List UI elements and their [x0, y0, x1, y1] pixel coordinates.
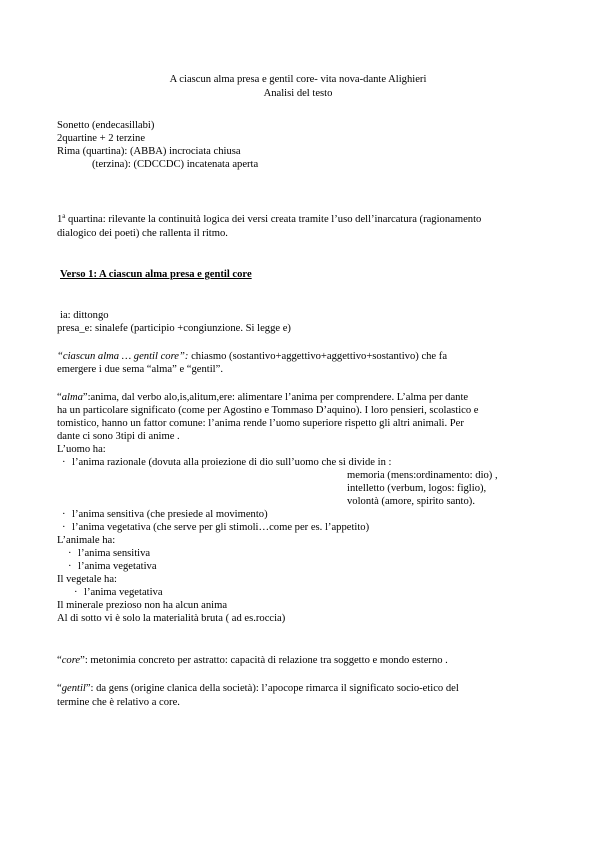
chiasmo-quote: “ciascun alma … gentil core”: [57, 351, 189, 362]
list-heading: Il vegetale ha: [57, 574, 117, 585]
alma-term: alma [61, 392, 83, 403]
list-item: l’anima sensitiva (che presiede al movimento) [72, 509, 268, 520]
alma-line: tomistico, hanno un fattor comune: l’anima rende l’uomo superiore rispetto gli altri animali. Per [57, 418, 464, 429]
list-item: l’anima vegetativa [78, 561, 157, 572]
core-text: ”: metonimia concreto per astratto: capacità di relazione tra soggetto e mondo esterno . [80, 655, 448, 666]
alma-line: ha un particolare significato (come per Agostino e Tommaso D’aquino). I loro pensieri, scolastico e [57, 405, 479, 416]
alma-text: ”:anima, dal verbo alo,is,alitum,ere: alimentare l’anima per comprendere. L’alma per dante [82, 392, 469, 403]
quote-mark: “ [57, 683, 62, 694]
chiasmo-line: emergere i due sema “alma” e “gentil”. [57, 364, 223, 375]
text-line: Al di sotto vi è solo la materialità bruta ( ad es.roccia) [57, 613, 286, 624]
intro-line: Sonetto (endecasillabi) [57, 120, 155, 131]
alma-line: dante ci sono 3tipi di anime . [57, 431, 180, 442]
document-subtitle: Analisi del testo [263, 88, 333, 99]
quartina-text: quartina: rilevante la continuità logica dei versi creata tramite l’uso dell’inarcatura (ragionamento [65, 214, 482, 225]
gentil-line [57, 682, 459, 695]
note-line: ia: dittongo [60, 310, 109, 321]
sub-list-item: volontà (amore, spirito santo). [347, 496, 475, 507]
quartina-number: 1 [57, 214, 63, 225]
chiasmo-text: chiasmo (sostantivo+aggettivo+aggettivo+sostantivo) che fa [188, 351, 448, 362]
intro-line: 2quartine + 2 terzine [57, 133, 146, 144]
list-item: l’anima sensitiva [78, 548, 151, 559]
bullet-icon: · [74, 587, 78, 598]
list-item: l’anima vegetativa [84, 587, 163, 598]
verso-heading: Verso 1: A ciascun alma presa e gentil core [60, 269, 252, 280]
note-line: presa_e: sinalefe (participio +congiunzione. Si legge e) [57, 323, 291, 334]
document-title: A ciascun alma presa e gentil core- vita nova-dante Alighieri [169, 74, 427, 85]
quote-mark: “ [57, 655, 62, 666]
bullet-icon: · [62, 457, 66, 468]
gentil-line: termine che è relativo a core. [57, 697, 180, 708]
quartina-superscript: a [62, 212, 66, 220]
sub-list-item: intelletto (verbum, logos: figlio), [347, 483, 487, 494]
gentil-text: ”: da gens (origine clanica della società): l’apocope rimarca il significato socio-etico del [85, 683, 459, 694]
list-item: l’anima razionale (dovuta alla proiezione di dio sull’uomo che si divide in : [72, 457, 392, 468]
text-line: Il minerale prezioso non ha alcun anima [57, 600, 228, 611]
bullet-icon: · [68, 548, 72, 559]
sub-list-item: memoria (mens:ordinamento: dio) , [347, 470, 498, 481]
bullet-icon: · [62, 509, 66, 520]
core-term: core [61, 655, 81, 666]
gentil-term: gentil [61, 683, 86, 694]
intro-line: (terzina): (CDCCDC) incatenata aperta [92, 159, 259, 170]
quartina-paragraph-line [57, 213, 481, 226]
list-heading: L’animale ha: [57, 535, 116, 546]
list-heading: L’uomo ha: [57, 444, 106, 455]
intro-line: Rima (quartina): (ABBA) incrociata chiusa [57, 146, 241, 157]
quartina-paragraph-line: dialogico dei poeti) che rallenta il ritmo. [57, 228, 228, 239]
alma-line [57, 391, 468, 404]
bullet-icon: · [62, 522, 66, 533]
bullet-icon: · [68, 561, 72, 572]
core-line [57, 654, 448, 667]
list-item: l’anima vegetativa (che serve per gli stimoli…come per es. l’appetito) [72, 522, 370, 533]
chiasmo-line [57, 350, 447, 363]
quote-mark: “ [57, 392, 62, 403]
